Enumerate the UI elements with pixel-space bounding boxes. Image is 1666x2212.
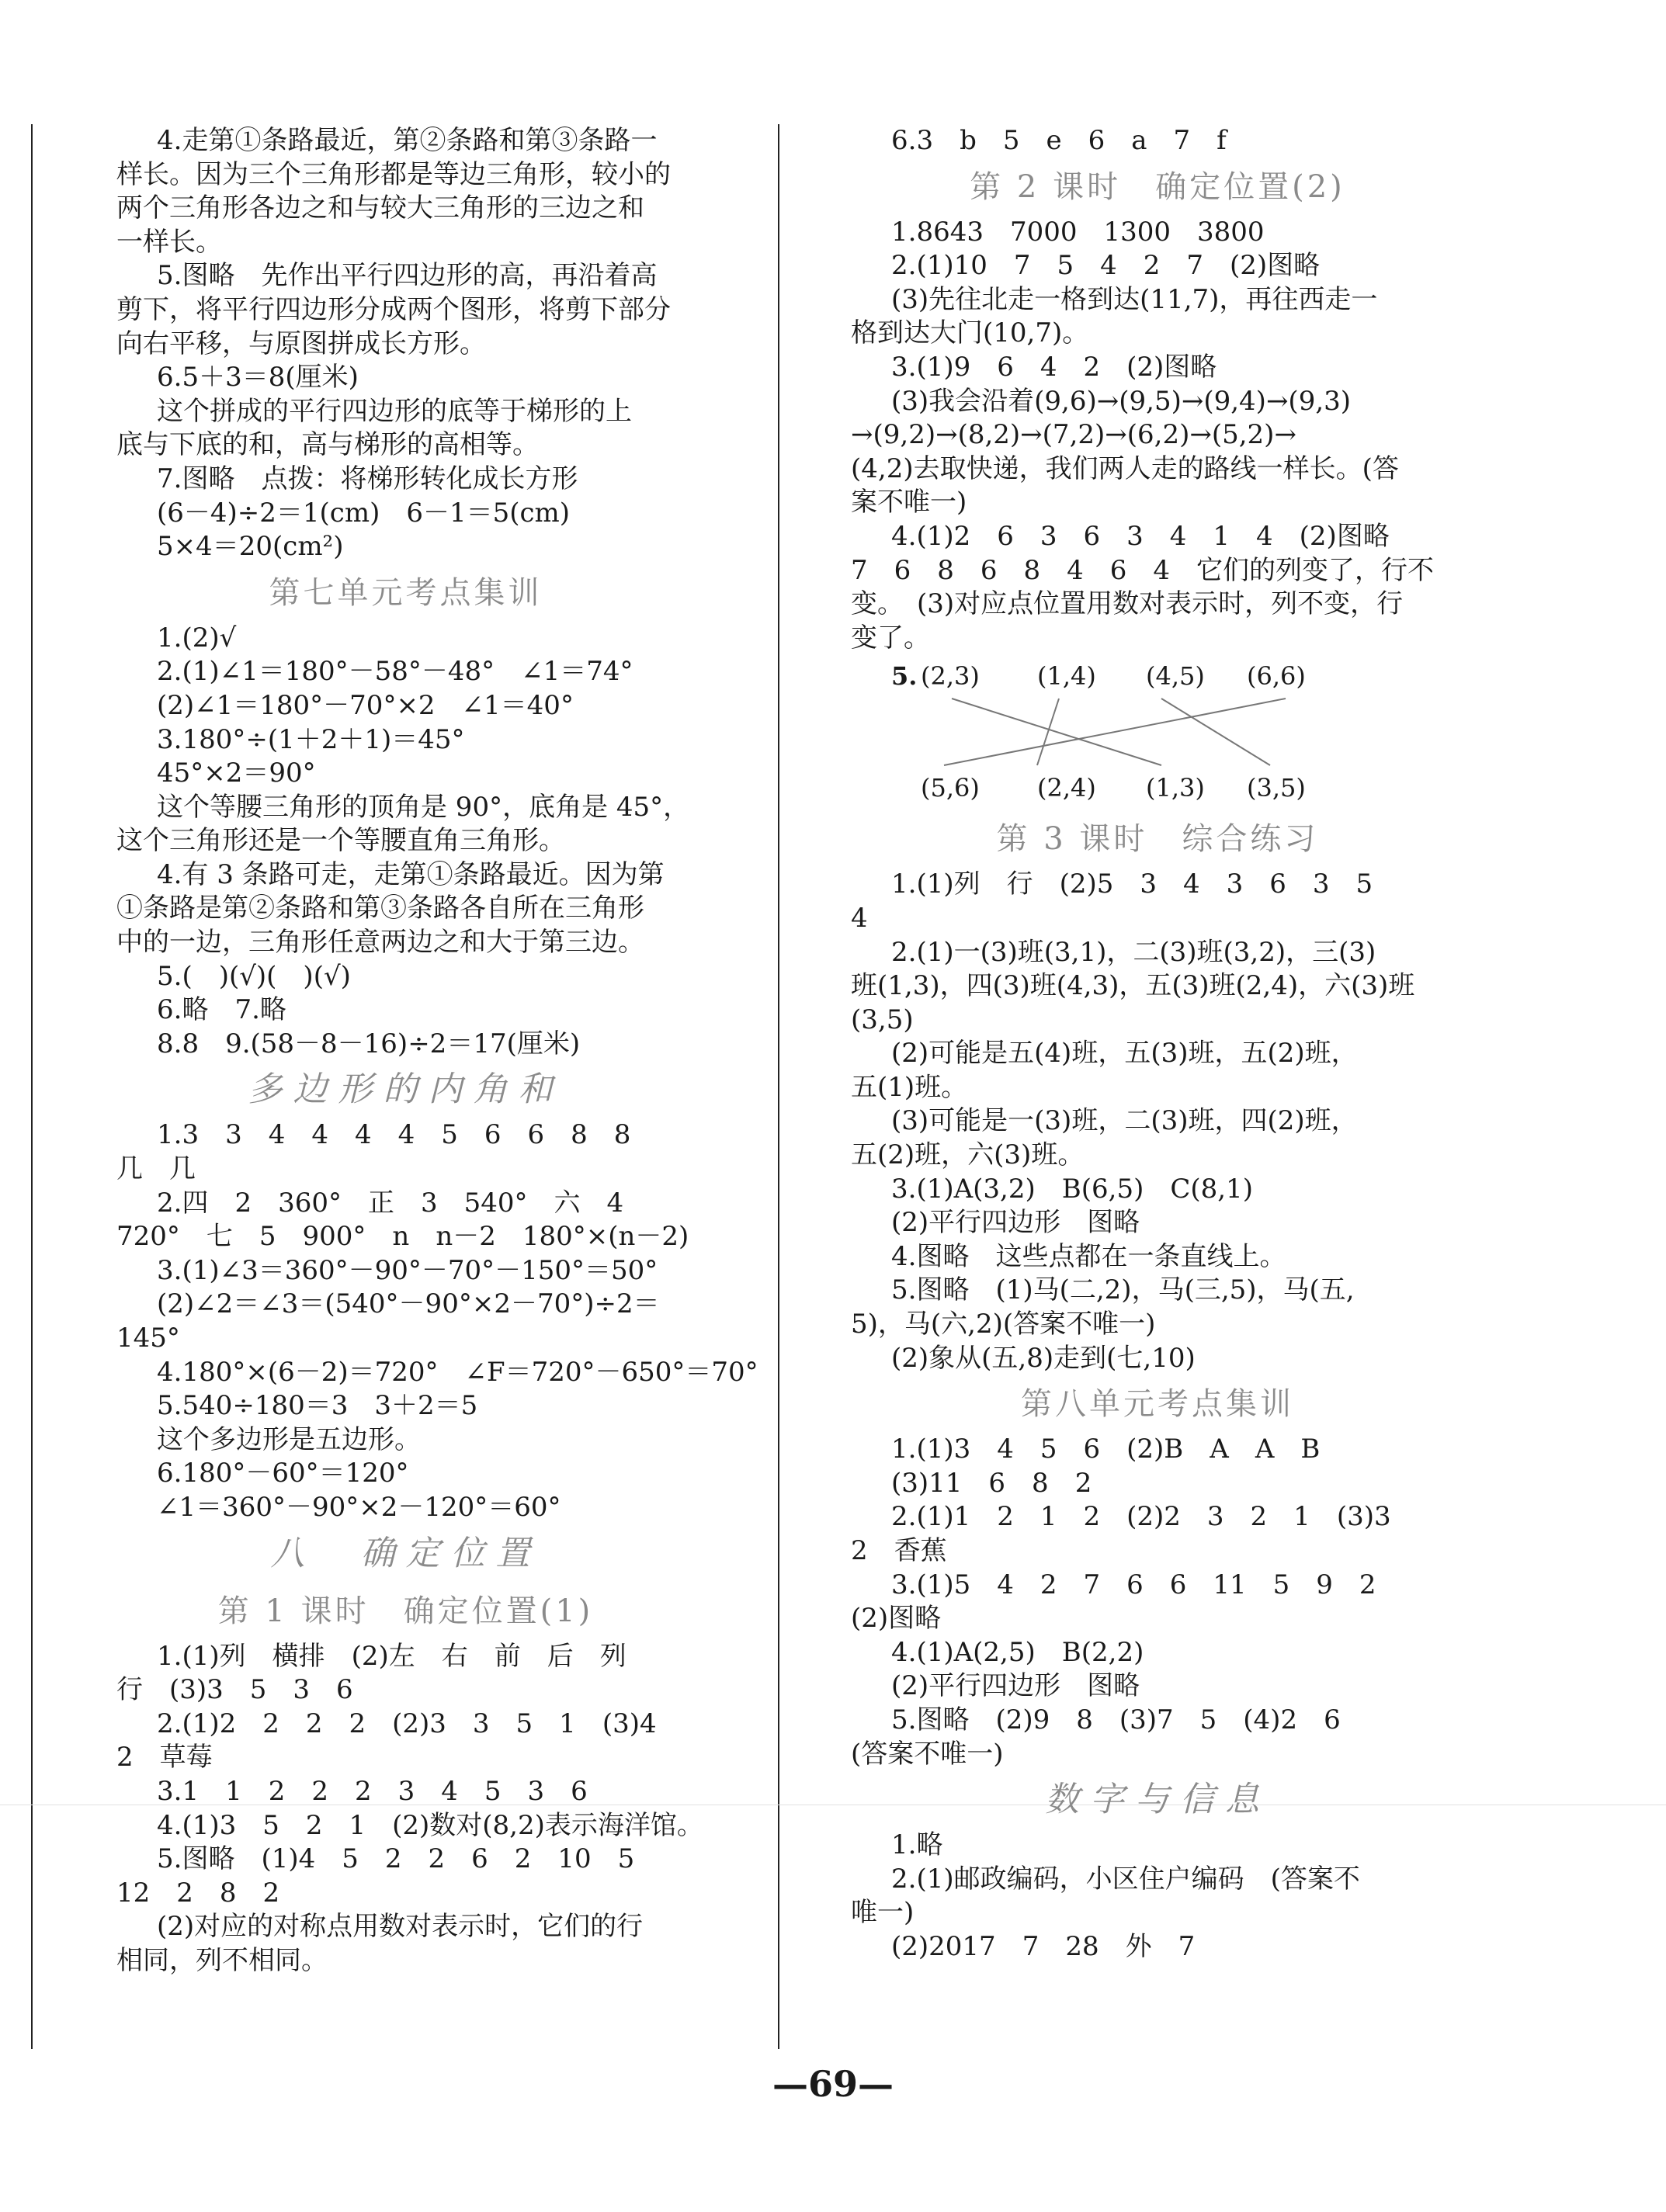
answer-line: 6.5＋3＝8(厘米) <box>157 362 359 394</box>
answer-line: 向右平移，与原图拼成长方形。 <box>116 328 486 359</box>
match-line-1 <box>952 699 1161 765</box>
answer-line: 4.(1)A(2,5) B(2,2) <box>891 1636 1144 1668</box>
matching-number: 5. <box>891 661 918 692</box>
answer-line: 这个等腰三角形的顶角是 90°，底角是 45°， <box>157 791 690 823</box>
answer-line: 格到达大门(10,7)。 <box>851 317 1089 349</box>
answer-line: 2.(1)邮政编码，小区住户编码 (答案不 <box>891 1863 1360 1895</box>
answer-line: 五(2)班，六(3)班。 <box>851 1139 1085 1171</box>
answer-line: 这个多边形是五边形。 <box>157 1423 421 1455</box>
answer-line: 2.(1)1 2 1 2 (2)2 3 2 1 (3)3 <box>891 1501 1391 1533</box>
answer-line: 2.(1)10 7 5 4 2 7 (2)图略 <box>891 250 1321 282</box>
answer-line: 几 几 <box>116 1153 196 1185</box>
info-answers <box>851 1829 1464 1964</box>
section-heading: 八 确定位置 <box>270 1533 541 1573</box>
answer-line: 2.(1)2 2 2 2 (2)3 3 5 1 (3)4 <box>157 1708 657 1739</box>
answer-line: 3.(1)5 4 2 7 6 6 11 5 9 2 <box>891 1569 1376 1600</box>
answer-line: 6.3 b 5 e 6 a 7 f <box>891 125 1227 156</box>
answer-line: 变了。 <box>851 622 930 654</box>
right-column <box>851 124 1464 1964</box>
answer-line: 45°×2＝90° <box>157 758 316 789</box>
answer-line: (2)可能是五(4)班，五(3)班，五(2)班， <box>891 1038 1358 1070</box>
answer-line: 1.(1)3 4 5 6 (2)B A A B <box>891 1434 1321 1465</box>
matching-top-3: (4,5) <box>1146 661 1205 692</box>
answer-line: ∠1＝360°－90°×2－120°＝60° <box>157 1491 561 1523</box>
answer-line: 两个三角形各边之和与较大三角形的三边之和 <box>116 192 644 224</box>
answer-line: 案不唯一) <box>851 487 967 518</box>
answer-line: 8.8 9.(58－8－16)÷2＝17(厘米) <box>157 1028 581 1059</box>
lesson-2-answers <box>851 216 1464 656</box>
answer-line: 3.(1)9 6 4 2 (2)图略 <box>891 351 1217 383</box>
answer-line: 6.180°－60°＝120° <box>157 1458 409 1489</box>
answer-line: 5.图略 (1)4 5 2 2 6 2 10 5 <box>157 1843 635 1875</box>
answer-line: 中的一边，三角形任意两边之和大于第三边。 <box>116 927 644 959</box>
answer-line: 5.图略 (2)9 8 (3)7 5 (4)2 6 <box>891 1704 1341 1735</box>
answer-line: 7 6 8 6 8 4 6 4 它们的列变了，行不 <box>851 554 1435 586</box>
answer-line: 行 (3)3 5 3 6 <box>116 1674 353 1706</box>
answer-line: 这个三角形还是一个等腰直角三角形。 <box>116 825 565 857</box>
answer-line: (2)图略 <box>851 1603 942 1635</box>
answer-line: 1.(1)列 行 (2)5 3 4 3 6 3 5 <box>891 869 1373 900</box>
lesson-3-answers <box>851 868 1464 1375</box>
answer-line: 2.(1)∠1＝180°－58°－48° ∠1＝74° <box>157 656 633 688</box>
answer-line: (2)∠1＝180°－70°×2 ∠1＝40° <box>157 689 574 721</box>
answer-line: 1.8643 7000 1300 3800 <box>891 216 1265 248</box>
answer-line: 4.(1)3 5 2 1 (2)数对(8,2)表示海洋馆。 <box>157 1809 703 1841</box>
matching-top-4: (6,6) <box>1247 661 1306 692</box>
answer-line: 145° <box>116 1323 180 1354</box>
answer-line: (3)可能是一(3)班，二(3)班，四(2)班， <box>891 1105 1358 1137</box>
unit-8-answers <box>851 1433 1464 1771</box>
answer-line: (2)平行四边形 图略 <box>891 1670 1140 1702</box>
answer-line: ①条路是第②条路和第③条路各自所在三角形 <box>116 893 644 924</box>
answer-line: 4.图略 这些点都在一条直线上。 <box>891 1240 1286 1272</box>
answer-line: 720° 七 5 900° n n－2 180°×(n－2) <box>116 1221 689 1253</box>
matching-bottom-1: (5,6) <box>921 773 980 803</box>
answer-line: 1.3 3 4 4 4 4 5 6 6 8 8 <box>157 1119 631 1151</box>
answer-line: 4.走第①条路最近，第②条路和第③条路一 <box>157 125 658 156</box>
answer-line: 唯一) <box>851 1897 915 1929</box>
answer-line: 5.( )(√)( )(√) <box>157 960 351 992</box>
answer-line: (答案不唯一) <box>851 1738 1004 1770</box>
lesson-3-heading: 第 3 课时 综合练习 <box>996 821 1319 858</box>
answer-line: 1.(1)列 横排 (2)左 右 前 后 列 <box>157 1640 626 1672</box>
answer-line: (2)2017 7 28 外 7 <box>891 1930 1196 1962</box>
answer-line: (3,5) <box>851 1004 914 1035</box>
answer-line: (3)先往北走一格到达(11,7)，再往西走一 <box>891 283 1378 315</box>
answer-line: 6.略 7.略 <box>157 994 286 1026</box>
answer-line: 2.(1)一(3)班(3,1)，二(3)班(3,2)，三(3) <box>891 936 1376 968</box>
answer-line: 2 香蕉 <box>851 1535 947 1566</box>
info-heading: 数字与信息 <box>1045 1780 1270 1820</box>
answer-line: 5.540÷180＝3 3＋2＝5 <box>157 1390 478 1422</box>
answer-line: 班(1,3)，四(3)班(4,3)，五(3)班(2,4)，六(3)班 <box>851 970 1415 1002</box>
answer-line: (2)对应的对称点用数对表示时，它们的行 <box>157 1911 644 1943</box>
answer-line: (6－4)÷2＝1(cm) 6－1＝5(cm) <box>157 497 571 529</box>
column-divider <box>778 124 779 2049</box>
answer-line: 这个拼成的平行四边形的底等于梯形的上 <box>157 395 632 427</box>
answer-line: (2)∠2＝∠3＝(540°－90°×2－70°)÷2＝ <box>157 1288 660 1320</box>
answer-line: (3)11 6 8 2 <box>891 1467 1092 1499</box>
answer-line: →(9,2)→(8,2)→(7,2)→(6,2)→(5,2)→ <box>851 419 1296 451</box>
left-column <box>116 124 758 1978</box>
answer-line: 3.(1)A(3,2) B(6,5) C(8,1) <box>891 1173 1253 1205</box>
lesson-2-heading: 第 2 课时 确定位置(2) <box>970 168 1345 205</box>
answer-line: 4 <box>851 902 868 934</box>
answer-line: 5)，马(六,2)(答案不唯一) <box>851 1309 1156 1340</box>
matching-bottom-4: (3,5) <box>1247 773 1306 803</box>
unit-8-heading: 第八单元考点集训 <box>1021 1386 1294 1423</box>
section-heading: 第七单元考点集训 <box>269 574 543 611</box>
section-heading: 第 1 课时 确定位置(1) <box>217 1593 594 1629</box>
matching-top-1: (2,3) <box>921 661 980 692</box>
matching-top-2: (1,4) <box>1037 661 1096 692</box>
answer-line: 1.略 <box>891 1829 943 1861</box>
answer-line: 5.图略 先作出平行四边形的高，再沿着高 <box>157 260 658 292</box>
answer-line: 4.(1)2 6 3 6 3 4 1 4 (2)图略 <box>891 520 1390 552</box>
matching-bottom-3: (1,3) <box>1146 773 1205 803</box>
answer-line: 一样长。 <box>116 226 222 258</box>
answer-line: 2.四 2 360° 正 3 540° 六 4 <box>157 1187 624 1219</box>
answer-line: 1.(2)√ <box>157 622 237 654</box>
matching-bottom-2: (2,4) <box>1037 773 1096 803</box>
answer-line: 12 2 8 2 <box>116 1877 280 1909</box>
answer-line: 3.1 1 2 2 2 3 4 5 3 6 <box>157 1775 588 1807</box>
answer-line: 4.有 3 条路可走，走第①条路最近。因为第 <box>157 858 665 890</box>
answer-line: 剪下，将平行四边形分成两个图形，将剪下部分 <box>116 293 671 325</box>
answer-line: 4.180°×(6－2)＝720° ∠F＝720°－650°＝70° <box>157 1356 758 1388</box>
answer-line: (2)象从(五,8)走到(七,10) <box>891 1342 1196 1374</box>
left-margin-rule <box>31 124 33 2049</box>
answer-line: 5×4＝20(cm²) <box>157 531 344 563</box>
answer-line: (2)平行四边形 图略 <box>891 1207 1140 1239</box>
match-line-3 <box>1161 699 1270 765</box>
answer-line: 五(1)班。 <box>851 1071 968 1103</box>
page-number: —69— <box>772 2063 894 2105</box>
answer-line: 底与下底的和，高与梯形的高相等。 <box>116 429 539 461</box>
section-heading: 多边形的内角和 <box>248 1070 564 1110</box>
answer-line: 2 草莓 <box>116 1742 213 1773</box>
answer-line: 7.图略 点拨：将梯形转化成长方形 <box>157 463 578 494</box>
answer-line: (3)我会沿着(9,6)→(9,5)→(9,4)→(9,3) <box>891 385 1352 417</box>
matching-diagram <box>851 655 1306 810</box>
answer-line: 相同，列不相同。 <box>116 1944 328 1976</box>
answer-line: 3.(1)∠3＝360°－90°－70°－150°＝50° <box>157 1254 658 1286</box>
answer-line: 3.180°÷(1＋2＋1)＝45° <box>157 723 465 755</box>
answer-line: (4,2)去取快递，我们两人走的路线一样长。(答 <box>851 452 1399 484</box>
match-line-4 <box>944 699 1286 765</box>
answer-line: 5.图略 (1)马(二,2)，马(三,5)，马(五, <box>891 1274 1355 1306</box>
answer-line: 变。 (3)对应点位置用数对表示时，列不变，行 <box>851 588 1404 620</box>
answer-line: 样长。因为三个三角形都是等边三角形，较小的 <box>116 158 671 190</box>
